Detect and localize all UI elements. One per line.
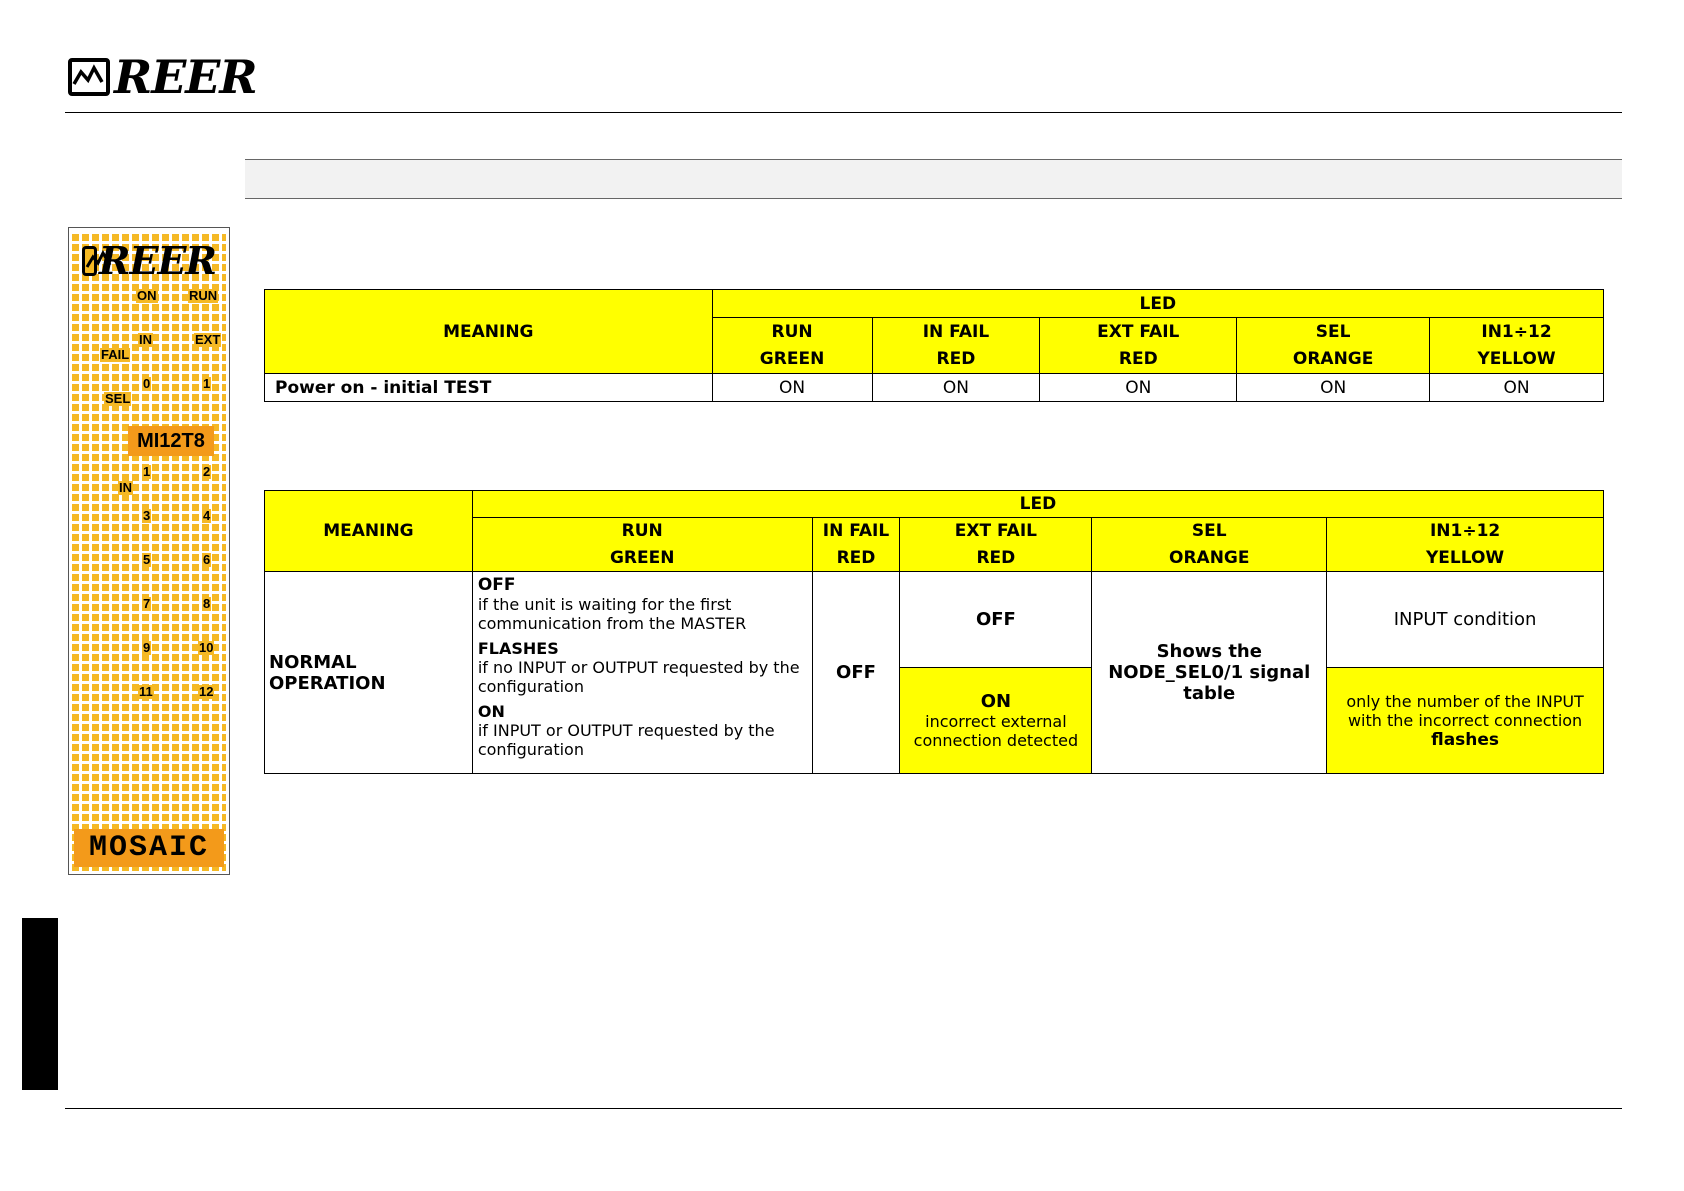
led-header: LED bbox=[472, 491, 1603, 518]
col-in-name: IN1÷12 bbox=[1327, 518, 1604, 545]
header-rule bbox=[65, 112, 1622, 113]
col-sel-color: ORANGE bbox=[1237, 346, 1430, 374]
input-flash-cell bbox=[1327, 668, 1604, 774]
reer-logo bbox=[68, 50, 257, 104]
col-infail-color: RED bbox=[812, 545, 900, 572]
input-label-8: 8 bbox=[203, 596, 211, 611]
run-state-off: OFF bbox=[477, 575, 516, 595]
reer-logo-text: REER bbox=[114, 50, 257, 104]
extfail-on-desc: incorrect external connection detected bbox=[913, 712, 1079, 750]
row-meaning: Power on - initial TEST bbox=[265, 374, 713, 402]
chapter-side-tab bbox=[22, 918, 58, 1090]
input-label-12: 12 bbox=[199, 684, 214, 699]
col-extfail-color: RED bbox=[900, 545, 1092, 572]
label-sel: SEL bbox=[105, 391, 131, 406]
label-on: ON bbox=[137, 288, 157, 303]
input-label-10: 10 bbox=[199, 640, 214, 655]
col-infail-name: IN FAIL bbox=[812, 518, 900, 545]
col-run-name: RUN bbox=[472, 518, 812, 545]
label-fail: FAIL bbox=[101, 347, 130, 362]
input-label-11: 11 bbox=[139, 684, 153, 699]
col-extfail-color: RED bbox=[1040, 346, 1237, 374]
input-label-5: 5 bbox=[143, 552, 151, 567]
led-header: LED bbox=[712, 290, 1603, 318]
col-sel-name: SEL bbox=[1092, 518, 1327, 545]
col-sel-color: ORANGE bbox=[1092, 545, 1327, 572]
module-front-panel bbox=[72, 231, 226, 871]
run-state-off-desc: if the unit is waiting for the first communication from the MASTER bbox=[477, 595, 747, 633]
row-sel-value: ON bbox=[1237, 374, 1430, 402]
input-flash-desc: only the number of the INPUT with the incorrect connection bbox=[1346, 691, 1584, 730]
input-label-1: 1 bbox=[143, 464, 151, 479]
run-state-flashes: FLASHES bbox=[477, 639, 559, 658]
extfail-off-state: OFF bbox=[900, 572, 1092, 668]
meaning-header: MEANING bbox=[265, 491, 473, 572]
col-in-name: IN1÷12 bbox=[1430, 318, 1604, 346]
input-label-3: 3 bbox=[143, 508, 151, 523]
row-extfail-value: ON bbox=[1040, 374, 1237, 402]
infail-state: OFF bbox=[812, 572, 900, 774]
label-run: RUN bbox=[189, 288, 218, 303]
input-label-2: 2 bbox=[203, 464, 211, 479]
input-flash-state: flashes bbox=[1431, 729, 1500, 750]
col-run-color: GREEN bbox=[472, 545, 812, 572]
table-row bbox=[265, 572, 1604, 668]
row-in-value: ON bbox=[1430, 374, 1604, 402]
row-infail-value: ON bbox=[872, 374, 1040, 402]
col-extfail-name: EXT FAIL bbox=[900, 518, 1092, 545]
module-logo-mark-icon bbox=[82, 246, 97, 276]
col-in-color: YELLOW bbox=[1430, 346, 1604, 374]
extfail-on-cell bbox=[900, 668, 1092, 774]
label-in-group: IN bbox=[119, 480, 132, 495]
sel-description: Shows the NODE_SEL0/1 signal table bbox=[1092, 572, 1327, 774]
section-band bbox=[245, 159, 1622, 199]
run-state-on-desc: if INPUT or OUTPUT requested by the configuration bbox=[477, 721, 775, 759]
module-illustration bbox=[68, 227, 230, 875]
input-label-7: 7 bbox=[143, 596, 151, 611]
row-meaning: NORMAL OPERATION bbox=[265, 572, 473, 774]
row-run-value: ON bbox=[712, 374, 872, 402]
meaning-header: MEANING bbox=[265, 290, 713, 374]
col-infail-color: RED bbox=[872, 346, 1040, 374]
footer-rule bbox=[65, 1108, 1622, 1109]
mosaic-brand: MOSAIC bbox=[74, 829, 224, 867]
module-logo-text: REER bbox=[98, 238, 216, 283]
table-row bbox=[265, 374, 1604, 402]
col-run-name: RUN bbox=[712, 318, 872, 346]
input-label-9: 9 bbox=[143, 640, 151, 655]
col-extfail-name: EXT FAIL bbox=[1040, 318, 1237, 346]
module-logo bbox=[82, 238, 216, 283]
label-zero: 0 bbox=[143, 376, 151, 391]
input-label-6: 6 bbox=[203, 552, 211, 567]
col-infail-name: IN FAIL bbox=[872, 318, 1040, 346]
reer-logo-mark-icon bbox=[68, 58, 110, 96]
run-states-cell bbox=[472, 572, 812, 774]
power-on-led-table bbox=[264, 289, 1604, 402]
extfail-on-state: ON bbox=[980, 691, 1012, 712]
input-condition: INPUT condition bbox=[1327, 572, 1604, 668]
run-state-on: ON bbox=[477, 702, 505, 721]
col-run-color: GREEN bbox=[712, 346, 872, 374]
normal-operation-led-table bbox=[264, 490, 1604, 774]
input-label-4: 4 bbox=[203, 508, 211, 523]
label-one: 1 bbox=[203, 376, 211, 391]
label-in: IN bbox=[139, 332, 152, 347]
col-in-color: YELLOW bbox=[1327, 545, 1604, 572]
col-sel-name: SEL bbox=[1237, 318, 1430, 346]
label-ext: EXT bbox=[195, 332, 221, 347]
module-name: MI12T8 bbox=[128, 426, 214, 456]
run-state-flashes-desc: if no INPUT or OUTPUT requested by the configuration bbox=[477, 658, 800, 696]
